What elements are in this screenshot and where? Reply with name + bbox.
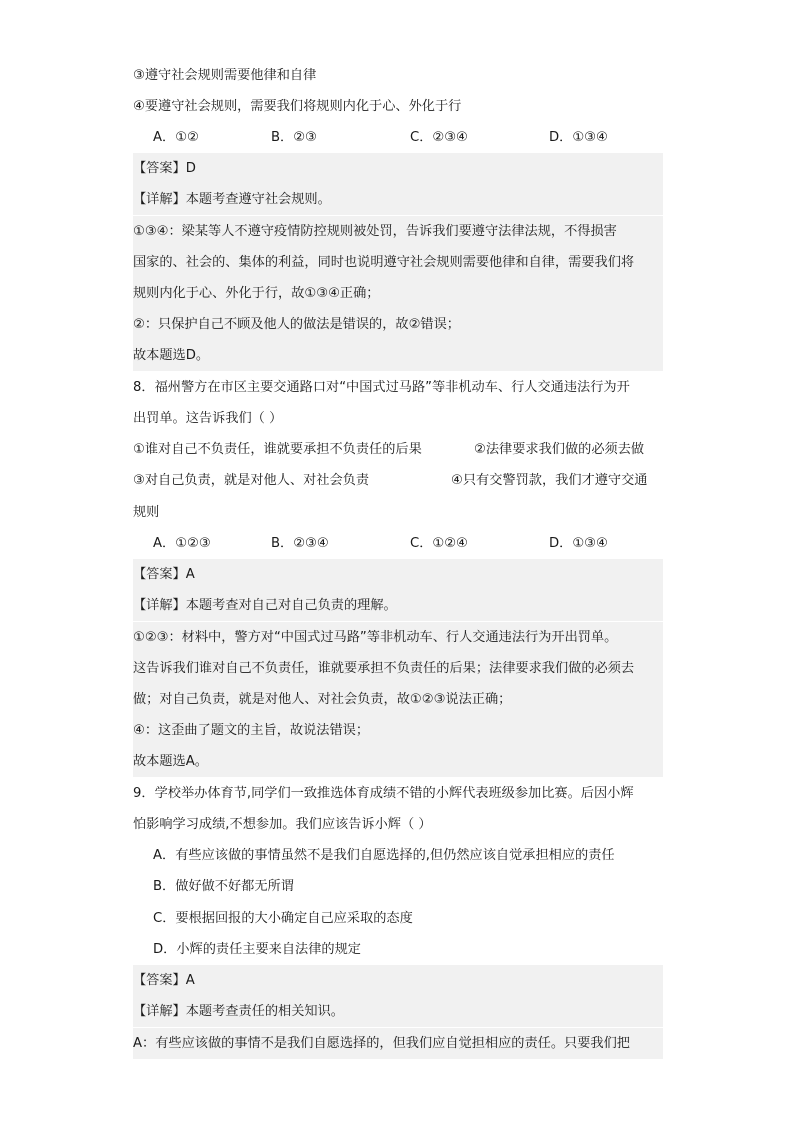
statements-row: [133, 465, 663, 496]
options-row: [133, 122, 663, 153]
answer: 【答案】A: [133, 559, 663, 590]
stmt-3: ③遵守社会规则需要他律和自律: [133, 68, 317, 83]
explanation-line: ④：这歪曲了题文的主旨，故说法错误；: [133, 715, 663, 746]
answer: 【答案】D: [133, 153, 663, 184]
option-d: D．①③④: [549, 536, 608, 551]
option-b: B．②③④: [271, 536, 329, 551]
statements-row: [133, 434, 663, 465]
explanation-line: 这告诉我们谁对自己不负责任，谁就要承担不负责任的后果；法律要求我们做的必须去: [133, 653, 663, 684]
explanation-conclusion: 故本题选D。: [133, 340, 663, 371]
question-9-stem: 怕影响学习成绩,不想参加。我们应该告诉小辉（ ）: [133, 817, 432, 832]
answer: 【答案】A: [133, 965, 663, 996]
options-row: [133, 528, 663, 559]
stmt-4: ④只有交警罚款，我们才遵守交通: [451, 473, 648, 488]
question-8-stem: 8．福州警方在市区主要交通路口对“中国式过马路”等非机动车、行人交通违法行为开: [133, 380, 630, 395]
question-8-stem: 出罚单。这告诉我们（ ）: [133, 411, 283, 426]
option-c: C．要根据回报的大小确定自己应采取的态度: [153, 911, 413, 926]
explanation-line: 规则内化于心、外化于行，故①③④正确；: [133, 278, 663, 309]
option-d: D．小辉的责任主要来自法律的规定: [153, 942, 361, 957]
question-9-stem: 9．学校举办体育节,同学们一致推选体育成绩不错的小辉代表班级参加比赛。后因小辉: [133, 786, 634, 801]
option-c: C．②③④: [410, 130, 468, 145]
option-d: D．①③④: [549, 130, 608, 145]
stmt-3: ③对自己负责，就是对他人、对社会负责: [133, 473, 370, 488]
explanation-title: 【详解】本题考查遵守社会规则。: [133, 184, 663, 215]
option-a: A．①②: [153, 130, 199, 145]
explanation-line: ②：只保护自己不顾及他人的做法是错误的，故②错误；: [133, 309, 663, 340]
stmt-4-cont: 规则: [133, 505, 160, 520]
option-b: B．做好做不好都无所谓: [153, 879, 294, 894]
option-b: B．②③: [271, 130, 317, 145]
explanation-line: 做；对自己负责，就是对他人、对社会负责，故①②③说法正确；: [133, 684, 663, 715]
explanation-line: A：有些应该做的事情不是我们自愿选择的，但我们应自觉担相应的责任。只要我们把: [133, 1028, 663, 1059]
option-c: C．①②④: [410, 536, 468, 551]
explanation-title: 【详解】本题考查对自己对自己负责的理解。: [133, 590, 663, 621]
explanation-title: 【详解】本题考查责任的相关知识。: [133, 996, 663, 1027]
stmt-4: ④要遵守社会规则，需要我们将规则内化于心、外化于行: [133, 99, 462, 114]
explanation-line: ①③④：梁某等人不遵守疫情防控规则被处罚，告诉我们要遵守法律法规，不得损害: [133, 216, 663, 247]
stmt-2: ②法律要求我们做的必须去做: [474, 442, 645, 457]
explanation-conclusion: 故本题选A。: [133, 746, 663, 777]
stmt-1: ①谁对自己不负责任，谁就要承担不负责任的后果: [133, 442, 422, 457]
option-a: A．①②③: [153, 536, 211, 551]
option-a: A．有些应该做的事情虽然不是我们自愿选择的,但仍然应该自觉承担相应的责任: [153, 848, 615, 863]
explanation-line: 国家的、社会的、集体的利益，同时也说明遵守社会规则需要他律和自律，需要我们将: [133, 247, 663, 278]
explanation-line: ①②③：材料中，警方对“中国式过马路”等非机动车、行人交通违法行为开出罚单。: [133, 622, 663, 653]
